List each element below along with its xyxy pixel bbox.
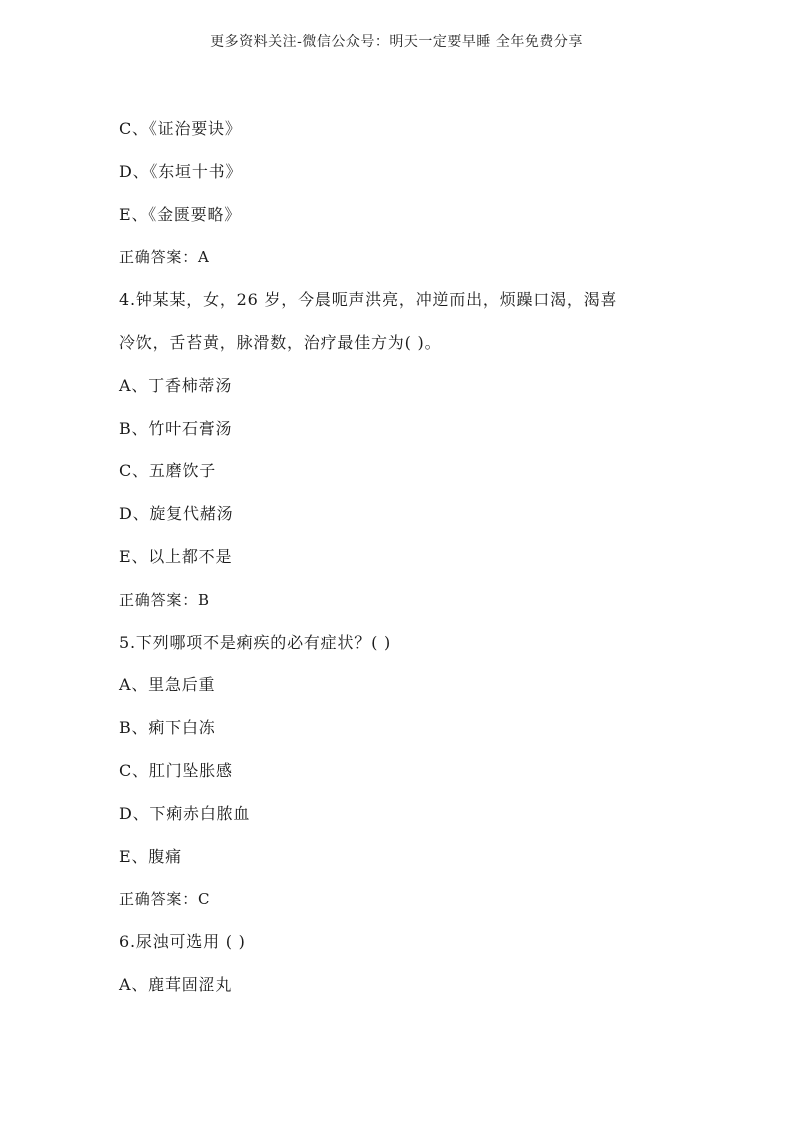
document-body (119, 108, 689, 1007)
option-d: D、《东垣十书》 (119, 161, 243, 181)
option-b: B、竹叶石膏汤 (119, 418, 233, 438)
option-a: A、丁香柿蒂汤 (119, 375, 233, 395)
option-e: E、腹痛 (119, 846, 182, 866)
correct-answer: 正确答案：B (119, 590, 210, 609)
question-4-line-1: 4.钟某某，女，26 岁，今晨呃声洪亮，冲逆而出，烦躁口渴，渴喜 (119, 290, 618, 310)
option-c: C、《证治要诀》 (119, 119, 242, 138)
option-b: B、痢下白冻 (119, 718, 216, 738)
option-c: C、肛门坠胀感 (119, 760, 233, 780)
question-4-line-2: 冷饮，舌苔黄，脉滑数，治疗最佳方为( )。 (119, 332, 442, 352)
option-e: E、以上都不是 (119, 546, 233, 566)
option-d: D、旋复代赭汤 (119, 504, 234, 524)
option-e: E、《金匮要略》 (119, 204, 242, 224)
option-c: C、五磨饮子 (119, 461, 217, 481)
option-d: D、下痢赤白脓血 (119, 803, 251, 823)
option-a: A、里急后重 (119, 675, 216, 695)
page-header: 更多资料关注-微信公众号：明天一定要早睡 全年免费分享 (210, 34, 583, 50)
option-a: A、鹿茸固涩丸 (119, 974, 233, 994)
correct-answer: 正确答案：A (119, 248, 210, 267)
correct-answer: 正确答案：C (119, 890, 211, 909)
question-5: 5.下列哪项不是痢疾的必有症状？( ) (119, 632, 392, 652)
question-6: 6.尿浊可选用 ( ) (119, 932, 246, 952)
